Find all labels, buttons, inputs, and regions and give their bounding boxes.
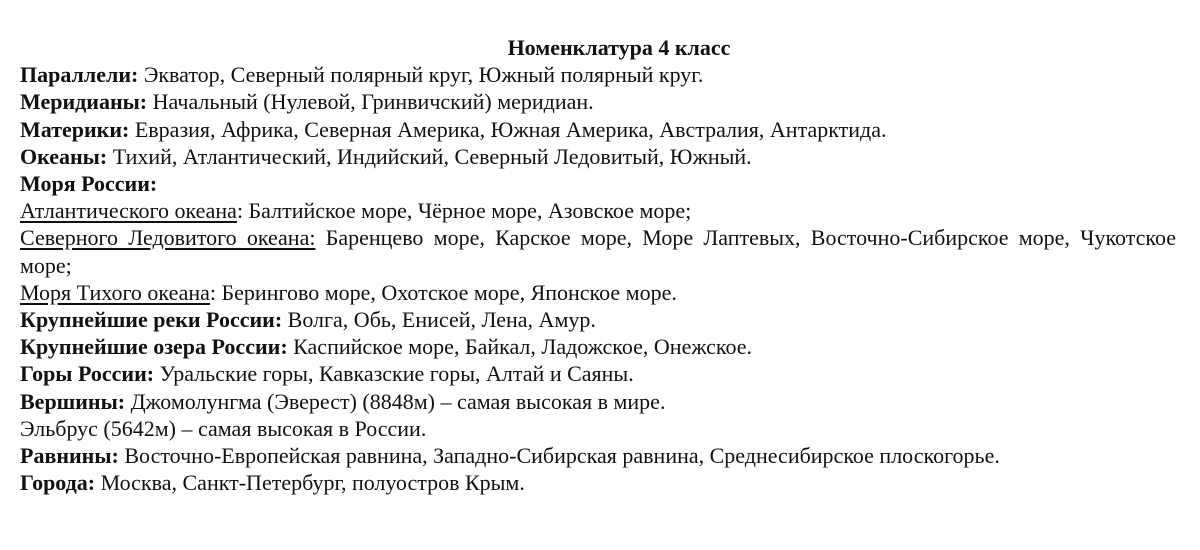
label-seas-pacific: Моря Тихого океана [20,279,210,305]
label-seas-arctic: Северного Ледовитого океана: [20,225,316,251]
paragraph-meridians [20,88,1176,115]
text-continents: Евразия, Африка, Северная Америка, Южная Америка, Австралия, Антарктида. [129,116,887,142]
label-cities: Города: [20,470,96,496]
text-seas-atlantic: : Балтийское море, Чёрное море, Азовское море; [236,198,692,224]
paragraph-continents [20,116,1176,143]
paragraph-seas-pacific [20,279,1176,306]
label-meridians: Меридианы: [20,89,148,115]
paragraph-rivers [20,306,1176,333]
text-peaks: Джомолунгма (Эверест) (8848м) – самая высокая в мире. [125,388,666,414]
text-oceans: Тихий, Атлантический, Индийский, Северный Ледовитый, Южный. [107,143,752,169]
label-oceans: Океаны: [20,143,108,169]
label-rivers: Крупнейшие реки России: [20,307,283,333]
paragraph-oceans [20,143,1176,170]
label-peaks: Вершины: [20,388,126,414]
text-seas-arctic: Баренцево море, Карское море, Море Лаптевых, Восточно-Сибирское море, Чукотское море; [20,225,1176,278]
text-rivers: Волга, Обь, Енисей, Лена, Амур. [282,307,596,333]
text-parallels: Экватор, Северный полярный круг, Южный полярный круг. [138,62,704,88]
paragraph-mountains [20,360,1176,387]
text-plains: Восточно-Европейская равнина, Западно-Сибирская равнина, Среднесибирское плоскогорье. [118,443,1000,469]
label-parallels: Параллели: [20,62,139,88]
paragraph-elbrus: Эльбрус (5642м) – самая высокая в России. [20,415,427,441]
text-lakes: Каспийское море, Байкал, Ладожское, Онежское. [287,334,753,360]
paragraph-seas-atlantic [20,197,1176,224]
text-mountains: Уральские горы, Кавказские горы, Алтай и Саяны. [154,361,634,387]
text-meridians: Начальный (Нулевой, Гринвичский) меридиан. [147,89,594,115]
paragraph-lakes [20,333,1176,360]
paragraph-peaks [20,388,1176,415]
label-seas-atlantic: Атлантического океана [20,198,237,224]
label-lakes: Крупнейшие озера России: [20,334,288,360]
document-body [20,34,1176,496]
label-mountains: Горы России: [20,361,155,387]
label-seas: Моря России: [20,171,158,197]
paragraph-parallels [20,61,1176,88]
paragraph-seas-arctic [20,224,1176,278]
label-continents: Материки: [20,116,130,142]
text-cities: Москва, Санкт-Петербург, полуостров Крым. [95,470,525,496]
label-plains: Равнины: [20,443,119,469]
document-title: Номенклатура 4 класс [507,35,731,60]
paragraph-cities [20,469,1176,496]
heading-seas [20,170,1176,197]
text-seas-pacific: : Берингово море, Охотское море, Японское море. [209,279,677,305]
paragraph-plains [20,442,1176,469]
